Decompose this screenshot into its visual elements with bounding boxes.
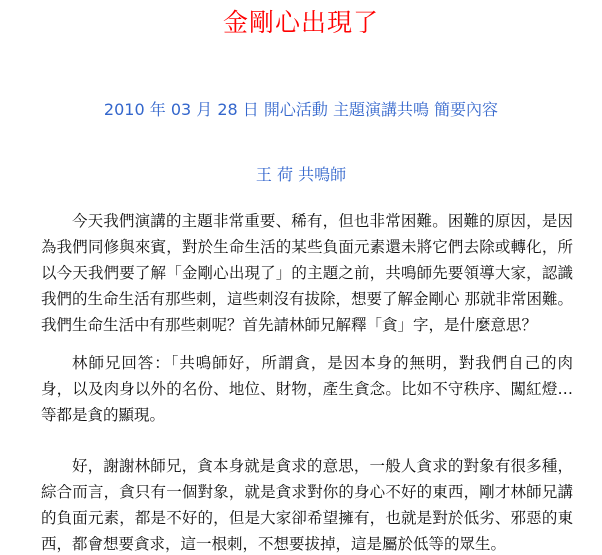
author-line: 王 荷 共鳴師 xyxy=(255,165,347,184)
body-paragraph: 今天我們演講的主題非常重要、稀有，但也非常困難。困難的原因，是因為我們同修與來賓，對於生命生活的某些負面元素還未將它們去除或轉化，所以今天我們要了解「金剛心出現了」的主題之前，共鳴師先要領導大家，認識我們的生命生活有那些刺，這些刺沒有拔除，想要了解金剛心 那就非常困難。我們生命生活中有那些刺呢？首先請林師兄解釋「貪」字，是什麼意思？ xyxy=(41,212,573,334)
body-paragraph: 好，謝謝林師兄，貪本身就是貪求的意思，一般人貪求的對象有很多種，綜合而言，貪只有一個對象，就是貪求對你的身心不好的東西，剛才林師兄講的負面元素，都是不好的，但是大家卻希望擁有，也就是對於低劣、邪惡的東西，都會想要貪求，這一根刺，不想要拔掉，這是屬於低等的眾生。 xyxy=(41,457,573,553)
event-subtitle: 2010 年 03 月 28 日 開心活動 主題演講共鳴 簡要內容 xyxy=(103,100,499,119)
page-title: 金剛心出現了 xyxy=(222,8,379,37)
body-paragraph: 林師兄回答：「共鳴師好，所謂貪，是因本身的無明，對我們自己的肉身，以及肉身以外的名份、地位、財物，產生貪念。比如不守秩序、闖紅燈…等都是貪的顯現。 xyxy=(41,354,573,424)
